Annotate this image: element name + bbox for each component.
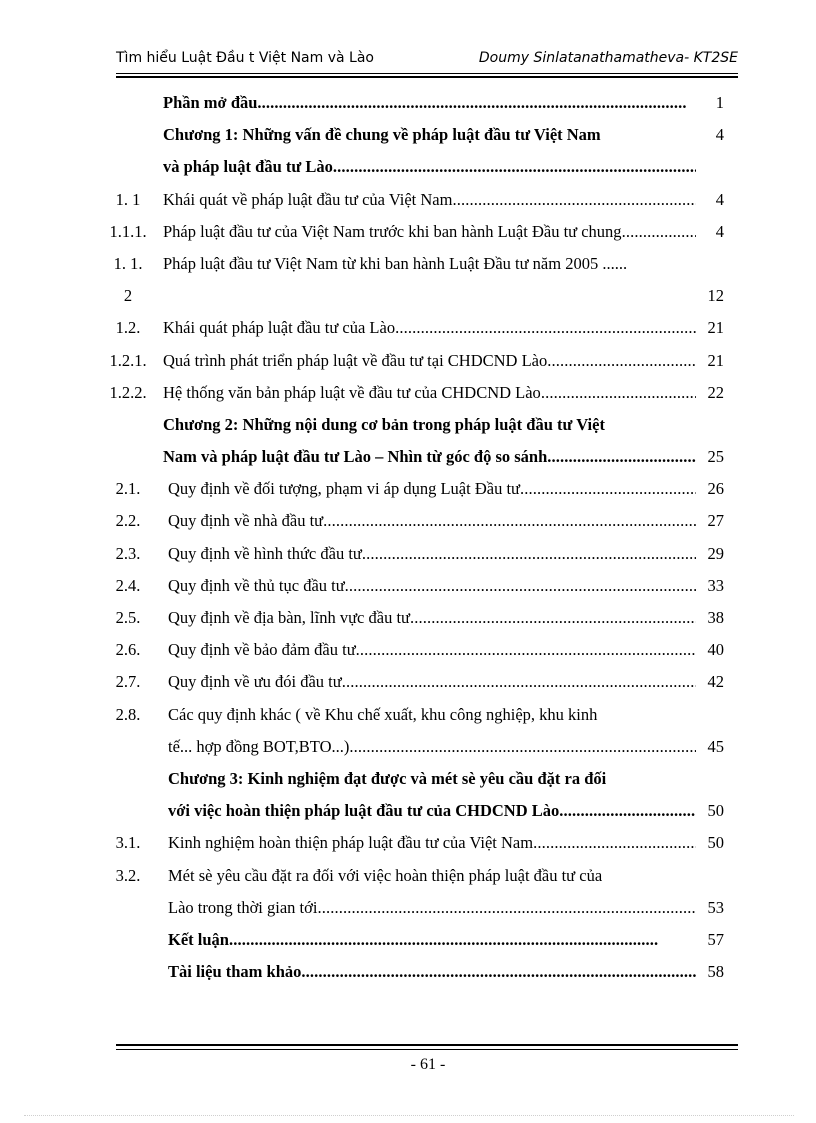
toc-entry-title: Quy định về nhà đầu tư [168, 511, 324, 531]
toc-leader-dots [547, 351, 696, 371]
toc-entry-page: 57 [707, 929, 724, 949]
toc-entry-page: 27 [707, 511, 724, 531]
toc-entry-page: 33 [707, 575, 724, 595]
toc-entry-number: 2.1. [115, 479, 141, 499]
toc-entry[interactable] [100, 249, 740, 281]
toc-entry-page: 12 [707, 286, 724, 306]
toc-entry[interactable] [100, 700, 740, 732]
toc-leader-dots [342, 672, 696, 692]
toc-leader-dots [452, 190, 696, 210]
toc-entry-title: Tài liệu tham khảo [168, 962, 302, 982]
toc-leader-dots [395, 318, 696, 338]
toc-entry-title: Khái quát về pháp luật đầu tư của Việt Nam [163, 189, 453, 209]
toc-leader-dots [520, 479, 696, 499]
toc-entry-title: Chương 3: Kinh nghiệm đạt được và mét sè yêu cầu đặt ra đối [168, 768, 607, 788]
toc-entry[interactable] [100, 217, 740, 249]
toc-entry-title: Hệ thống văn bản pháp luật về đầu tư của CHDCND Lào [163, 382, 541, 402]
toc-entry-page: 4 [715, 125, 724, 145]
toc-entry-number: 2.7. [115, 672, 141, 692]
footer-rule-thick [116, 1044, 738, 1046]
toc-leader-dots [547, 447, 696, 467]
toc-entry-page: 42 [707, 672, 724, 692]
toc-entry[interactable] [100, 957, 740, 989]
toc-entry-page: 29 [707, 543, 724, 563]
toc-entry-number: 1. 1. [113, 253, 143, 273]
toc-entry-title: Quy định về ưu đói đầu tư [168, 672, 342, 692]
toc-entry-page: 1 [715, 93, 724, 112]
header-rule-thick [116, 76, 738, 78]
page-edge-divider [24, 1115, 794, 1116]
page-number: - 61 - [410, 1056, 446, 1073]
toc-entry[interactable] [100, 442, 740, 474]
toc-leader-dots [356, 640, 696, 660]
toc-entry-title: Chương 1: Những vấn đề chung về pháp luật đầu tư Việt Nam [163, 125, 601, 145]
toc-entry[interactable] [100, 346, 740, 378]
toc-entry-page: 4 [715, 189, 724, 209]
toc-entry[interactable] [100, 667, 740, 699]
toc-entry-page: 21 [707, 318, 724, 338]
toc-entry-page: 26 [707, 479, 724, 499]
toc-entry[interactable] [100, 410, 740, 442]
toc-entry[interactable] [100, 764, 740, 796]
toc-entry-page: 50 [707, 833, 724, 853]
toc-entry[interactable] [100, 571, 740, 603]
toc-entry-page: 4 [715, 221, 724, 241]
toc-entry-title: Nam và pháp luật đầu tư Lào – Nhìn từ góc độ so sánh [163, 447, 548, 467]
toc-entry-title: Phần mở đầu [163, 93, 258, 112]
toc-entry-page: 21 [707, 350, 724, 370]
toc-entry-title: Quy định về thủ tục đầu tư [168, 575, 345, 595]
toc-leader-dots [541, 383, 696, 403]
toc-entry-title: Quy định về bảo đảm đầu tư [168, 640, 356, 660]
toc-entry[interactable] [100, 313, 740, 345]
toc-entry-page: 45 [707, 736, 724, 756]
toc-entry-title: Lào trong thời gian tới [168, 897, 318, 917]
toc-entry[interactable] [100, 88, 740, 120]
header-document-title: Tìm hiểu Luật Đầu t Việt Nam và Lào [116, 50, 374, 66]
toc-leader-dots [410, 608, 696, 628]
toc-entry[interactable] [100, 861, 740, 893]
toc-entry[interactable] [100, 635, 740, 667]
toc-entry-page: 53 [707, 897, 724, 917]
toc-entry-title: và pháp luật đầu tư Lào [163, 157, 333, 177]
toc-leader-dots [229, 930, 696, 950]
toc-entry-number: 2.3. [115, 543, 141, 563]
header-author: Doumy Sinlatanathamatheva- KT2SE [478, 50, 738, 66]
toc-entry[interactable] [100, 185, 740, 217]
toc-entry[interactable] [100, 152, 740, 184]
toc-entry[interactable] [100, 893, 740, 925]
toc-leader-dots [333, 157, 696, 177]
toc-entry-title: Kết luận [168, 929, 229, 949]
toc-entry-page: 50 [707, 801, 724, 821]
toc-leader-dots [317, 898, 696, 918]
toc-entry-number: 2.8. [115, 704, 141, 724]
toc-leader-dots [533, 833, 696, 853]
toc-entry[interactable] [100, 539, 740, 571]
toc-entry-number: 2.4. [115, 575, 141, 595]
toc-entry-title: Các quy định khác ( về Khu chế xuất, khu công nghiệp, khu kinh [168, 704, 598, 724]
toc-leader-dots [559, 801, 696, 821]
toc-entry-number: 3.1. [115, 833, 141, 853]
toc-entry-title: tế... hợp đồng BOT,BTO...) [168, 736, 350, 756]
toc-entry-number: 3.2. [115, 865, 141, 885]
toc-leader-dots [257, 93, 696, 113]
toc-entry[interactable] [100, 603, 740, 635]
toc-entry-title: Quy định về đối tượng, phạm vi áp dụng Luật Đầu tư [168, 479, 520, 499]
toc-entry[interactable] [100, 925, 740, 957]
toc-entry-number: 1.2.1. [109, 350, 147, 370]
toc-entry-number: 2.6. [115, 640, 141, 660]
toc-entry-number: 1.2.2. [109, 382, 147, 402]
toc-entry[interactable] [100, 474, 740, 506]
table-of-contents [100, 88, 740, 989]
toc-entry-number: 1.1.1. [109, 221, 147, 241]
toc-entry-page: 58 [707, 962, 724, 982]
toc-entry-title: Chương 2: Những nội dung cơ bản trong pháp luật đầu tư Việt [163, 414, 605, 434]
toc-entry-page: 38 [707, 608, 724, 627]
toc-entry[interactable] [100, 378, 740, 410]
toc-entry-page: 22 [707, 382, 724, 402]
toc-leader-dots [301, 962, 696, 982]
toc-entry-title: Kinh nghiệm hoàn thiện pháp luật đầu tư của Việt Nam [168, 833, 534, 853]
toc-leader-dots [362, 544, 696, 564]
toc-entry-title: Mét sè yêu cầu đặt ra đối với việc hoàn thiện pháp luật đầu tư của [168, 865, 603, 885]
toc-entry[interactable] [100, 796, 740, 828]
toc-entry[interactable] [100, 120, 740, 152]
toc-entry-number: 2.2. [115, 511, 141, 531]
toc-entry[interactable] [100, 732, 740, 764]
toc-entry-number: 2 [123, 286, 133, 306]
toc-entry-number: 1.2. [115, 318, 141, 338]
toc-leader-dots [349, 737, 696, 757]
toc-entry[interactable] [100, 506, 740, 538]
toc-entry-title: Khái quát pháp luật đầu tư của Lào [163, 318, 396, 338]
toc-entry-page: 40 [707, 640, 724, 660]
toc-entry-title: Quy định về địa bàn, lĩnh vực đầu tư [168, 608, 410, 627]
toc-entry-title: với việc hoàn thiện pháp luật đầu tư của CHDCND Lào [168, 801, 560, 821]
toc-entry[interactable] [100, 828, 740, 860]
toc-entry-title: Pháp luật đầu tư của Việt Nam trước khi ban hành Luật Đầu tư chung [163, 221, 622, 241]
toc-entry-page: 25 [707, 447, 724, 467]
footer-rule [116, 1049, 738, 1050]
toc-leader-dots [345, 576, 696, 596]
page-header [116, 48, 738, 72]
toc-leader-dots [323, 511, 696, 531]
header-rule [116, 73, 738, 74]
toc-entry[interactable] [100, 281, 740, 313]
toc-entry-number: 2.5. [115, 608, 141, 627]
toc-entry-title: Quá trình phát triển pháp luật về đầu tư tại CHDCND Lào [163, 350, 548, 370]
toc-entry-title: Quy định về hình thức đầu tư [168, 543, 362, 563]
toc-entry-number: 1. 1 [115, 189, 141, 209]
toc-entry-title: Pháp luật đầu tư Việt Nam từ khi ban hành Luật Đầu tư năm 2005 ...... [163, 253, 628, 273]
